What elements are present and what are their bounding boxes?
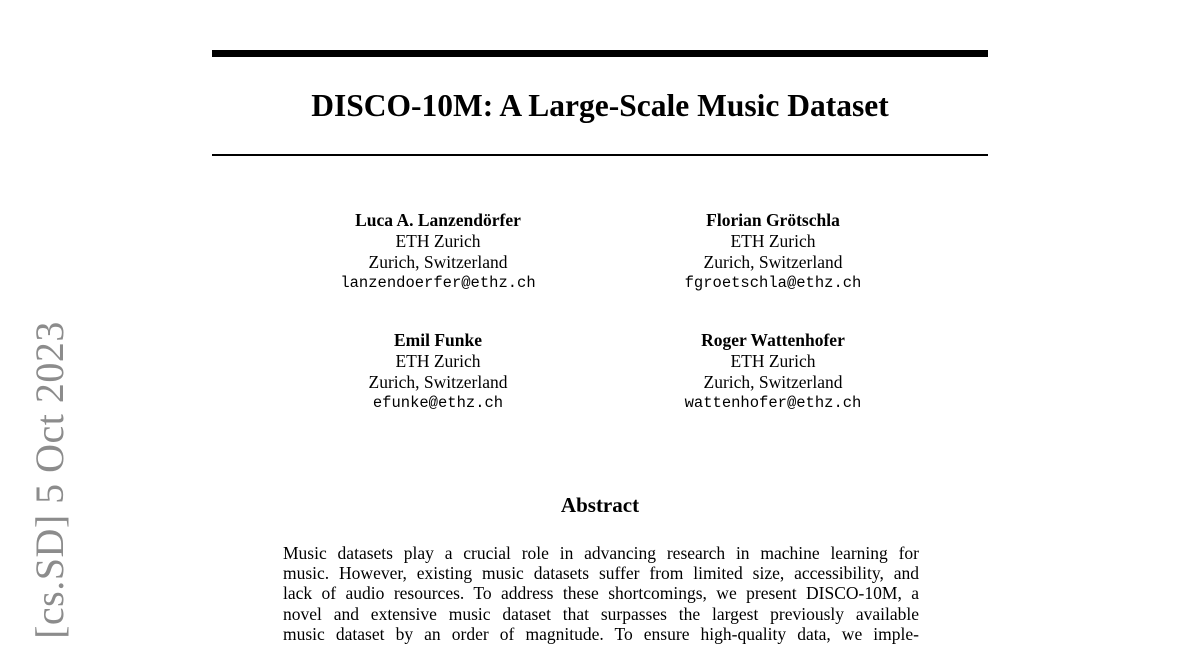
author-block [298, 330, 578, 414]
abstract-line: music. However, existing music datasets suffer from limited size, accessibility, and [283, 563, 919, 584]
author-location: Zurich, Switzerland [368, 372, 508, 392]
author-affiliation: ETH Zurich [395, 351, 481, 371]
author-name: Roger Wattenhofer [701, 330, 845, 350]
author-affiliation: ETH Zurich [395, 231, 481, 251]
author-block [298, 210, 578, 294]
abstract-body [283, 543, 919, 644]
author-block [633, 210, 913, 294]
author-email[interactable]: wattenhofer@ethz.ch [684, 394, 862, 412]
abstract-line: lack of audio resources. To address these shortcomings, we present DISCO-10M, a [283, 583, 919, 604]
abstract-line: music dataset by an order of magnitude. To ensure high-quality data, we imple- [283, 623, 919, 644]
author-affiliation: ETH Zurich [730, 351, 816, 371]
author-email[interactable]: lanzendoerfer@ethz.ch [340, 274, 536, 292]
author-location: Zurich, Switzerland [368, 252, 508, 272]
author-name: Emil Funke [393, 330, 482, 350]
author-name: Florian Grötschla [706, 210, 840, 230]
abstract-heading: Abstract [560, 493, 640, 517]
author-email[interactable]: efunke@ethz.ch [372, 394, 504, 412]
author-location: Zurich, Switzerland [703, 252, 843, 272]
title-top-rule [212, 50, 988, 57]
author-block [633, 330, 913, 414]
abstract-line: Music datasets play a crucial role in advancing research in machine learning for [283, 543, 919, 563]
title-bottom-rule [212, 154, 988, 156]
author-location: Zurich, Switzerland [703, 372, 843, 392]
author-email[interactable]: fgroetschla@ethz.ch [684, 274, 862, 292]
author-affiliation: ETH Zurich [730, 231, 816, 251]
paper-title: DISCO-10M: A Large-Scale Music Dataset [311, 88, 889, 123]
author-name: Luca A. Lanzendörfer [355, 210, 521, 230]
abstract-line: novel and extensive music dataset that surpasses the largest previously available [283, 603, 919, 624]
arxiv-identifier-stamp: [cs.SD] 5 Oct 2023 [27, 321, 72, 639]
